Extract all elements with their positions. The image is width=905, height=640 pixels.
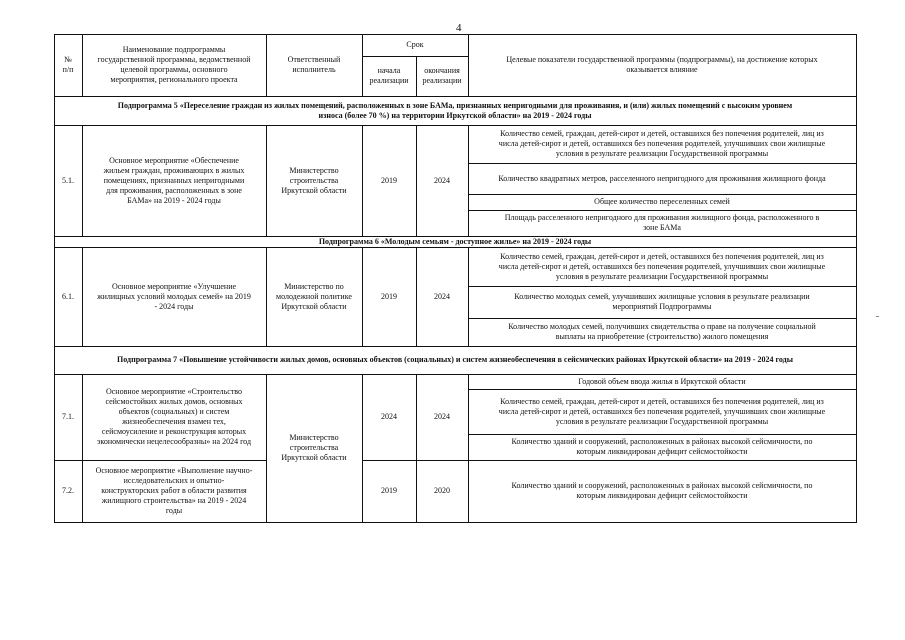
table-rule <box>54 522 857 523</box>
header-responsible: Ответственный исполнитель <box>287 55 341 74</box>
section-title: Подпрограмма 5 «Переселение граждан из жилых помещений, расположенных в зоне БАМа, признанных непригодными для проживания, и (или) жилых помещений с высоким уровнем износа (более 70 %) на территории Иркутской области» на 2019 - 2024 годы <box>117 100 793 120</box>
row-name: Основное мероприятие «Выполнение научно- исследовательских и опытно- конструкторских работ в области развития жилищного строительства» на 2019 - 2024 годы <box>95 466 253 515</box>
row-start: 2024 <box>381 412 397 421</box>
table-rule <box>856 34 857 97</box>
indicator-cell: Площадь расселенного непригодного для проживания жилищного фонда, расположенного в зоне БАМа <box>504 213 820 232</box>
row-number: 7.2. <box>62 486 74 495</box>
table-rule <box>856 247 857 347</box>
header-end: окончания реализации <box>422 66 462 85</box>
row-end: 2024 <box>434 291 450 301</box>
table-rule <box>856 346 857 375</box>
row-name: Основное мероприятие «Строительство сейсмостойких жилых домов, основных объектов (социальных) и систем жизнеобеспечения взамен тех, сейсмоусиление и реконструкция которых экономически нецелесообразны» на 2024 год <box>96 387 252 446</box>
row-start: 2019 <box>381 486 397 495</box>
table-rule <box>468 374 469 523</box>
row-end: 2024 <box>434 412 450 421</box>
indicator-cell: Количество зданий и сооружений, расположенных в районах высокой сейсмичности, по которым ликвидирован дефицит сейсмостойкости <box>511 481 813 500</box>
header-indicators: Целевые показатели государственной программы (подпрограммы), на достижение которых оказывается влияние <box>506 55 818 74</box>
indicator-cell: Количество молодых семей, улучшивших жилищные условия в результате реализации мероприятий Подпрограммы <box>514 292 810 311</box>
indicator-cell: Количество семей, граждан, детей-сирот и детей, оставшихся без попечения родителей, лиц из числа детей-сирот и детей, оставшихся без попечения родителей, улучшивших свои жилищные условия в результате реализации Государственной программы <box>498 251 826 281</box>
row-name: Основное мероприятие «Обеспечение жильем граждан, проживающих в жилых помещениях, признанных непригодными для проживания, расположенных в зоне БАМа» на 2019 - 2024 годы <box>103 155 245 205</box>
table-rule <box>468 125 469 237</box>
indicator-cell: Количество квадратных метров, расселенного непригодного для проживания жилищного фонда <box>498 173 826 183</box>
indicator-cell: Количество зданий и сооружений, расположенных в районах высокой сейсмичности, по которым ликвидирован дефицит сейсмостойкости <box>511 437 813 456</box>
indicator-cell: Количество семей, граждан, детей-сирот и детей, оставшихся без попечения родителей, лиц из числа детей-сирот и детей, оставшихся без попечения родителей, улучшивших свои жилищные условия в результате реализации Государственной программы <box>498 396 826 426</box>
row-start: 2019 <box>381 175 397 185</box>
header-name: Наименование подпрограммы государственной программы, ведомственной целевой программы, основного мероприятия, регионального проекта <box>97 45 251 84</box>
row-number: 7.1. <box>62 412 74 421</box>
indicator-cell: Количество семей, граждан, детей-сирот и детей, оставшихся без попечения родителей, лиц из числа детей-сирот и детей, оставшихся без попечения родителей, улучшивших свои жилищные условия в результате реализации Государственной программы <box>498 129 826 158</box>
section-title: Подпрограмма 7 «Повышение устойчивости жилых домов, основных объектов (социальных) и систем жизнеобеспечения в сейсмических районах Иркутской области» на 2019 - 2024 годы <box>117 355 793 364</box>
row-number: 5.1. <box>62 175 74 185</box>
row-end: 2020 <box>434 486 450 495</box>
row-number: 6.1. <box>62 291 74 301</box>
row-name: Основное мероприятие «Улучшение жилищных условий молодых семей» на 2019 - 2024 годы <box>97 281 251 311</box>
indicator-cell: Общее количество переселенных семей <box>594 197 730 206</box>
header-start: начала реализации <box>369 66 409 85</box>
indicator-cell: Количество молодых семей, получивших свидетельства о праве на получение социальной выплаты на приобретение (строительство) жилого помещения <box>508 322 816 341</box>
header-term: Срок <box>406 40 424 49</box>
table-rule <box>856 125 857 237</box>
scan-mark <box>876 316 879 317</box>
row-responsible: Министерство строительства Иркутской области <box>281 433 347 462</box>
row-responsible: Министерство строительства Иркутской области <box>281 165 347 195</box>
table-rule <box>468 247 469 347</box>
table-rule <box>856 96 857 126</box>
row-start: 2019 <box>381 291 397 301</box>
page-number: 4 <box>456 22 462 34</box>
table-rule <box>856 374 857 523</box>
row-end: 2024 <box>434 175 450 185</box>
header-number: № п/п <box>62 55 74 74</box>
section-title: Подпрограмма 6 «Молодым семьям - доступное жилье» на 2019 - 2024 годы <box>318 236 592 246</box>
indicator-cell: Годовой объем ввода жилья в Иркутской области <box>578 376 746 386</box>
row-responsible: Министерство по молодежной политике Иркутской области <box>276 281 352 311</box>
